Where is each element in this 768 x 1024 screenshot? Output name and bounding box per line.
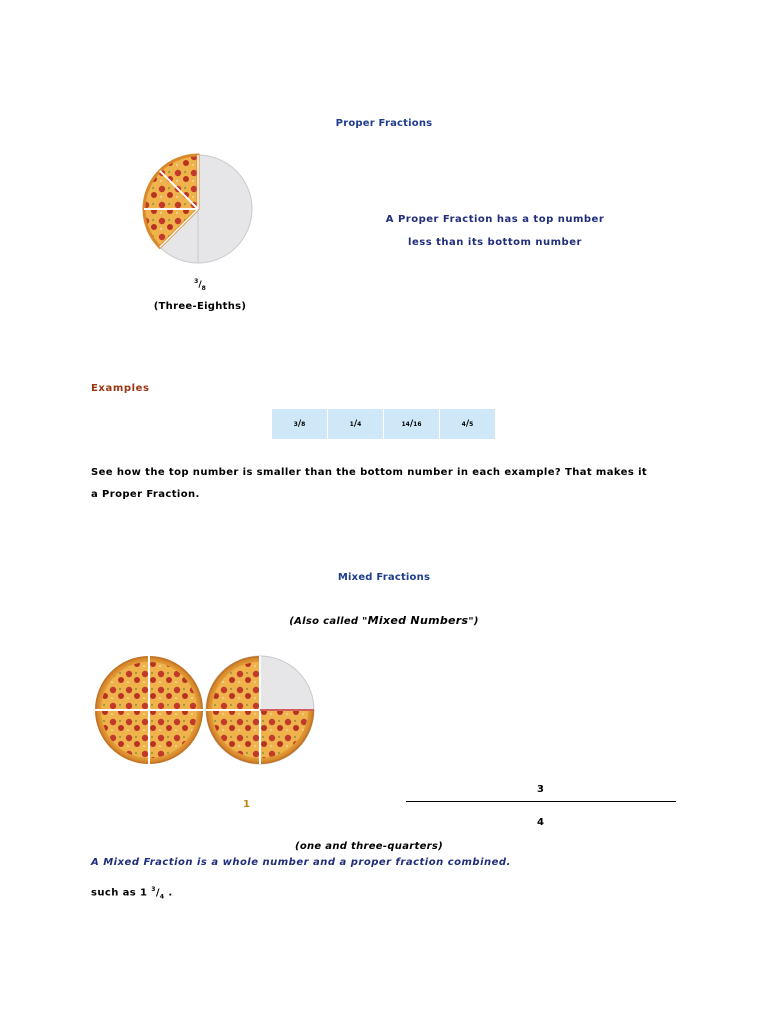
proper-definition-line1: A Proper Fraction has a top number [385, 214, 605, 225]
such-as-denominator: 4 [159, 893, 165, 901]
such-as-numerator: 3 [151, 886, 156, 893]
examples-heading: Examples [91, 383, 150, 394]
fraction-bar [406, 801, 676, 802]
proper-definition-line2: less than its bottom number [408, 237, 582, 248]
such-as-suffix: . [164, 887, 173, 899]
also-called-note [0, 614, 768, 627]
fraction-numerator: 3 [194, 278, 199, 285]
example-cell: 14 / 16 [384, 409, 440, 439]
fraction-denominator: 8 [201, 284, 206, 292]
examples-table [272, 409, 496, 439]
pizza-whole-image [93, 654, 205, 766]
example-cell: 1 / 4 [328, 409, 384, 439]
example-cell: 4 / 5 [440, 409, 496, 439]
also-called-prefix: (Also called " [289, 616, 368, 627]
pizza-three-eighths-image [142, 153, 254, 265]
mixed-fractions-title: Mixed Fractions [337, 572, 431, 583]
three-eighths-label: $^3/_8$ [194, 278, 206, 292]
such-as-example: such as 1 $^3/_4$ . [91, 886, 173, 901]
three-eighths-caption: (Three-Eighths) [153, 301, 247, 312]
examples-explanation: See how the top number is smaller than the bottom number in each example? That makes it a Proper Fraction. [91, 467, 648, 500]
pizza-three-quarters-image [204, 654, 316, 766]
proper-fractions-title: Proper Fractions [335, 118, 433, 129]
mixed-caption: (one and three-quarters) [294, 841, 444, 852]
mixed-whole-number: 1 [243, 799, 250, 810]
mixed-fraction-numerator: 3 [537, 784, 544, 795]
mixed-numbers-term: Mixed Numbers [367, 614, 469, 627]
also-called-suffix: ") [468, 616, 479, 627]
example-cell: 3 / 8 [272, 409, 328, 439]
such-as-prefix: such as 1 [91, 887, 152, 899]
mixed-fraction-denominator: 4 [537, 817, 544, 828]
mixed-definition: A Mixed Fraction is a whole number and a proper fraction combined. [91, 857, 511, 868]
